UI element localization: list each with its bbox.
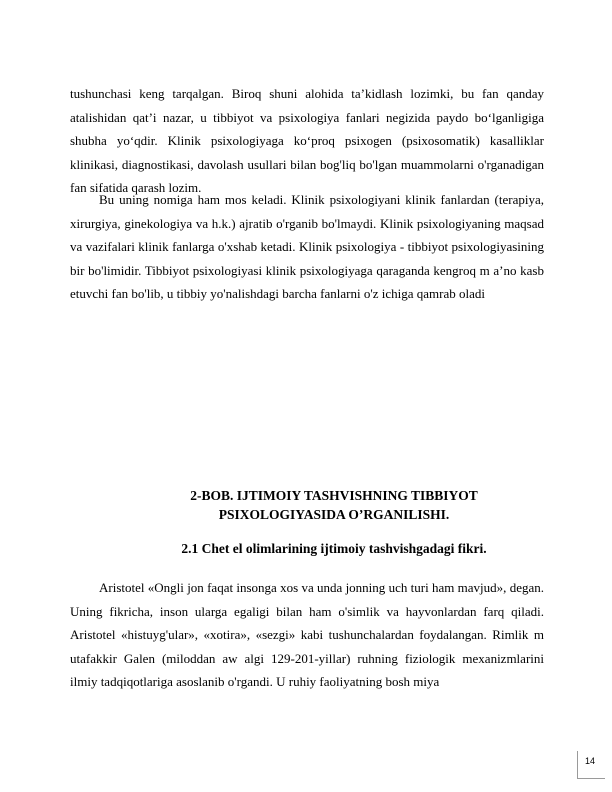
body-paragraph: Aristotel «Ongli jon faqat insonga xos va unda jonning uch turi ham mavjud», degan. Uning fikricha, inson ularga egaligi bilan ham o'simlik va hayvonlardan farq qiladi. Aristotel «histuyg'ular», «xotira», «sezgi» kabi tushunchalardan foydalangan. Rimlik m utafakkir Galen (miloddan aw algi 129-201-yillar) ruhning fiziologik mexanizmlarini ilmiy tadqiqotlariga asoslanib o'rgandi. U ruhiy faoliyatning bosh miya: [70, 580, 544, 689]
body-paragraph: tushunchasi keng tarqalgan. Biroq shuni alohida ta’kidlash lozimki, bu fan qanday atalishidan qat’i nazar, u tibbiyot va psixologiya fanlari negizida paydo bo‘lganligiga shubha yo‘qdir. Klinik psixologiyaga ko‘proq psixogen (psixosomatik) kasalliklar klinikasi, diagnostikasi, davolash usullari bilan bog'liq bo'lgan muammolarni o'rganadigan fan sifatida qarash lozim.: [70, 86, 544, 195]
chapter-heading-line: PSIXOLOGIYASIDA O’RGANILISHI.: [218, 507, 450, 522]
page-number: 14: [585, 756, 596, 766]
chapter-heading-line: 2-BOB. IJTIMOIY TASHVISHNING TIBBIYOT: [190, 488, 478, 503]
chapter-heading: [70, 486, 598, 524]
body-paragraph: Bu uning nomiga ham mos keladi. Klinik psixologiyani klinik fanlardan (terapiya, xirurgiya, ginekologiya va h.k.) ajratib o'rganib bo'lmaydi. Klinik psixologiyaning maqsad va vazifalari klinik fanlarga o'xshab ketadi. Klinik psixologiya - tibbiyot psixologiyasining bir bo'limidir. Tibbiyot psixologiyasi klinik psixologiyaga qaraganda kengroq m a’no kasb etuvchi fan bo'lib, u tibbiy yo'nalishdagi barcha fanlarni o'z ichiga qamrab oladi: [70, 192, 544, 301]
section-heading: 2.1 Chet el olimlarining ijtimoiy tashvishgadagi fikri.: [181, 541, 487, 556]
